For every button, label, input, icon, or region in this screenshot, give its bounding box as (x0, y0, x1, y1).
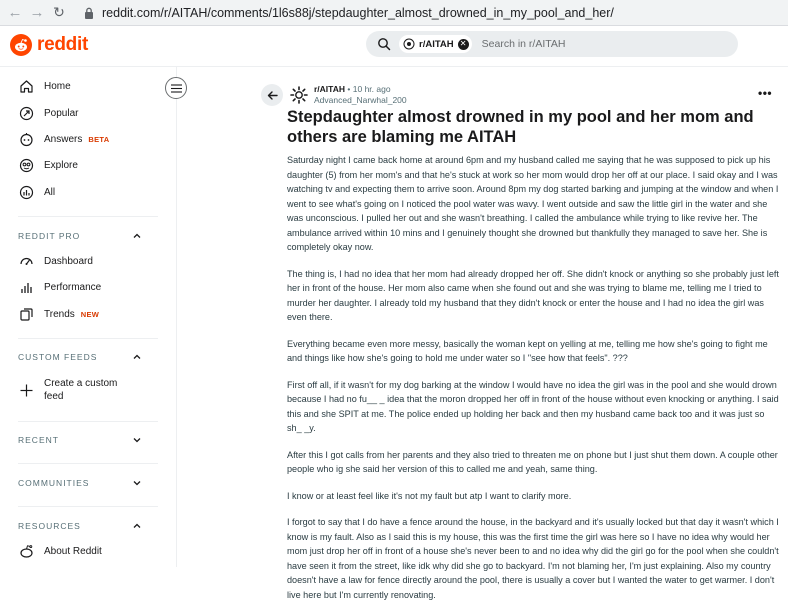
post-paragraph: I forgot to say that I do have a fence around the house, in the backyard and it's usually locked but that day it wasn't which I know is my fault. Also as I said this is my house, this was the first time the girl was here so I have no idea why would her mom just drop her off in front of a house she's never been to and no idea why did the girl go for the pool when she couldn't have seen it from the street, like idk why did she go to backyard. I'm not blaming her, I'm just explaining. Also my country doesn't have a law for fence directly around the pool, there is usually a cover but I wanted the water to get warmer. I don't live here but I'm currently renovating. (287, 517, 779, 600)
all-icon (18, 184, 34, 200)
search-input[interactable]: Search in r/AITAH (481, 38, 566, 50)
browser-toolbar (0, 0, 788, 26)
answers-icon (18, 131, 34, 147)
back-button[interactable] (261, 84, 283, 106)
trends-icon (18, 306, 34, 322)
site-header (0, 27, 788, 65)
subreddit-chip-icon (403, 38, 415, 50)
chevron-down-icon (132, 435, 142, 445)
sidebar-collapse-button[interactable] (165, 77, 187, 99)
sidebar-divider (18, 506, 158, 507)
arrow-left-icon (267, 90, 278, 101)
subreddit-avatar-icon[interactable] (289, 85, 309, 105)
chevron-up-icon (132, 231, 142, 241)
chevron-up-icon (132, 352, 142, 362)
reddit-logo[interactable] (10, 34, 88, 56)
browser-forward-icon[interactable]: → (29, 4, 45, 21)
post-meta (314, 84, 407, 106)
sidebar-divider (18, 338, 158, 339)
chip-label: r/AITAH (419, 38, 454, 50)
subreddit-filter-chip[interactable] (399, 35, 472, 53)
meta-separator: • (347, 84, 351, 94)
sidebar-item-popular[interactable]: Popular (18, 103, 78, 123)
home-icon (18, 78, 34, 94)
post-paragraph: The thing is, I had no idea that her mom had already dropped her off. She didn't knock or anything so she probably just left her in front of the house. Her mom also came when she found out and she was trying to blame me, telling me I tried to murder her daughter. I already told my husband that they didn't knock or enter the house and I had no idea the girl was even there. (287, 268, 779, 322)
post-author-link[interactable]: Advanced_Narwhal_200 (314, 95, 407, 105)
more-options-button[interactable]: ••• (758, 86, 773, 100)
performance-icon (18, 279, 34, 295)
post-paragraph: After this I got calls from her parents and they also tried to threaten me on phone but I just shut them down. A couple other people who ig she said her version of this to called me and yeah, same thing. (287, 449, 778, 474)
chevron-up-icon (132, 521, 142, 531)
section-communities[interactable]: COMMUNITIES (18, 476, 142, 490)
explore-icon (18, 157, 34, 173)
post-paragraph: Saturday night I came back home at around 6pm and my husband called me saying that he was supposed to pick up his daughter (5) from her mom's and that he's stuck at work so her mom would drop her off at our place. I said okay and I was watching tv and expecting them to arrive soon. Around 8pm my dog started barking and jumping at the window and when I went to see what's going on I noticed the pool water was wavy. I went outside and saw the little girl in the water and she was unconscious. I pulled her out and she wasn't breathing. I called the ambulance while trying to like revive her. The ambulance arrived within 10 mins and I genuinely thought she drowned but thankfully they managed to save her. She is completely okay now. (287, 155, 779, 252)
sidebar-item-trends[interactable]: Trends NEW (18, 304, 99, 324)
post-paragraph: Everything became even more messy, basically the woman kept on yelling at me, telling me how she's going to fight me and things like how she's going to hold me under water so I "see how that feels". ??? (287, 338, 768, 363)
search-icon (377, 37, 391, 51)
post-body (287, 153, 781, 614)
section-recent[interactable]: RECENT (18, 433, 142, 447)
sidebar-item-dashboard[interactable]: Dashboard (18, 251, 93, 271)
popular-icon (18, 105, 34, 121)
sidebar-item-performance[interactable]: Performance (18, 277, 101, 297)
menu-icon (171, 84, 182, 93)
section-reddit-pro[interactable]: REDDIT PRO (18, 229, 142, 243)
sidebar-item-about-reddit[interactable]: About Reddit (18, 541, 102, 561)
post-paragraph: I know or at least feel like it's not my fault but atp I want to clarify more. (287, 490, 572, 501)
address-bar[interactable] (84, 2, 614, 24)
browser-reload-icon[interactable]: ↻ (53, 4, 65, 20)
chip-close-icon[interactable]: ✕ (458, 39, 469, 50)
search-bar[interactable] (366, 31, 738, 57)
chevron-down-icon (132, 478, 142, 488)
about-reddit-icon (18, 543, 34, 559)
post-timestamp: 10 hr. ago (352, 84, 391, 94)
sidebar-item-explore[interactable]: Explore (18, 155, 78, 175)
sidebar-divider (18, 463, 158, 464)
reddit-snoo-icon (10, 34, 32, 56)
left-sidebar (0, 67, 177, 567)
post-title: Stepdaughter almost drowned in my pool and her mom and others are blaming me AITAH (287, 108, 754, 146)
sidebar-item-home[interactable]: Home (18, 76, 71, 96)
new-badge: NEW (80, 309, 100, 319)
url-text: reddit.com/r/AITAH/comments/1l6s88j/stepdaughter_almost_drowned_in_my_pool_and_her/ (102, 5, 614, 20)
lock-icon (84, 7, 94, 19)
dashboard-icon (18, 253, 34, 269)
sidebar-divider (18, 216, 158, 217)
sidebar-item-answers[interactable]: Answers BETA (18, 129, 109, 149)
sidebar-item-all[interactable]: All (18, 182, 55, 202)
browser-back-icon[interactable]: ← (7, 4, 23, 21)
sidebar-divider (18, 421, 158, 422)
logo-wordmark: reddit (37, 34, 88, 55)
post-paragraph: First off all, if it wasn't for my dog barking at the window I would have no idea the girl was in the pool and she would drown because I had no fu__ _ idea that the moron dropped her off in front of the house without even knocking or anything. I said this and she SPIT at me. The police ended up holding her back and then my husband came back too and it was just so sh_ _y. (287, 379, 779, 433)
post-subreddit-link[interactable]: r/AITAH (314, 84, 346, 94)
section-custom-feeds[interactable]: CUSTOM FEEDS (18, 350, 142, 364)
create-custom-feed-button[interactable]: Create a custom feed (18, 376, 117, 404)
beta-badge: BETA (88, 134, 110, 144)
section-resources[interactable]: RESOURCES (18, 519, 142, 533)
plus-icon (18, 382, 34, 398)
